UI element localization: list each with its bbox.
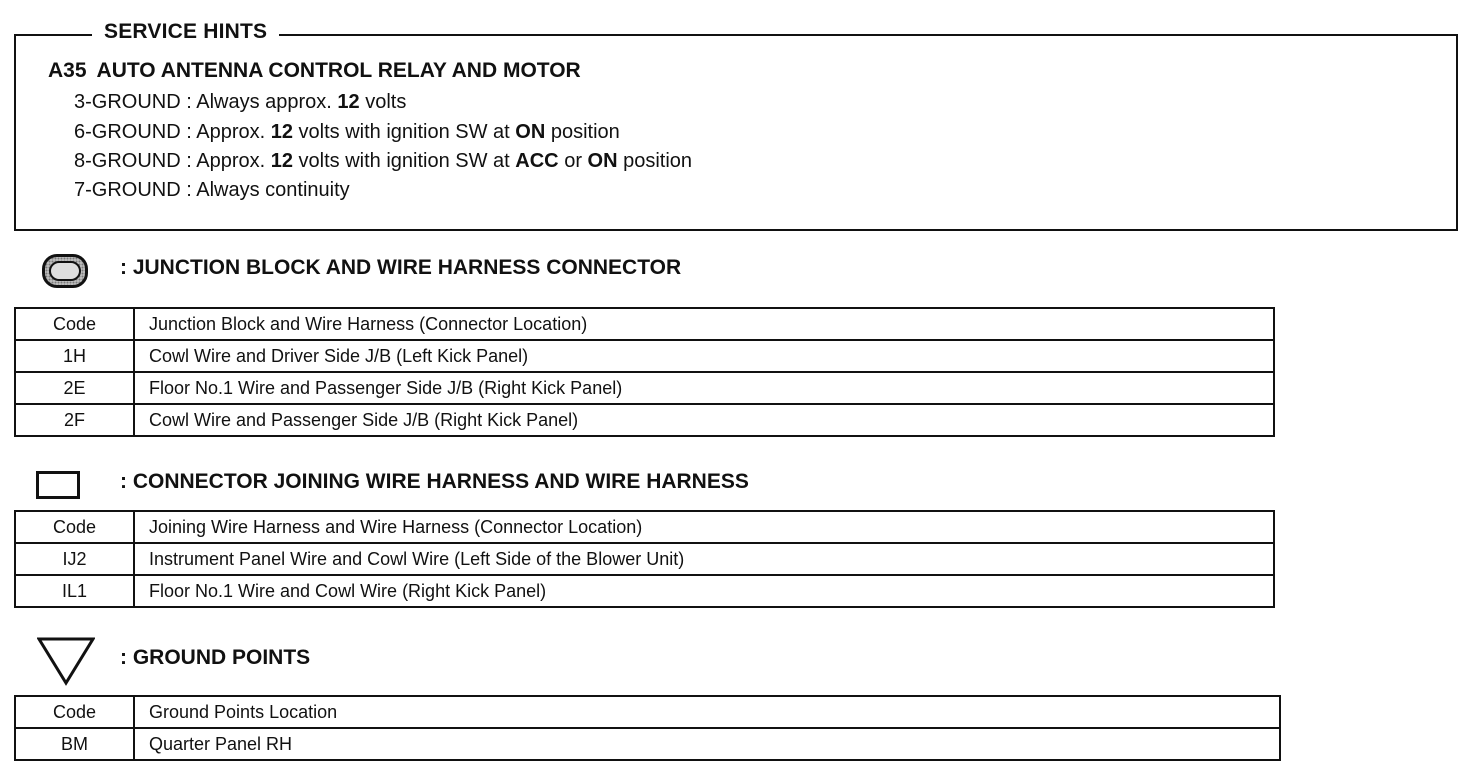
junction-table (14, 307, 1275, 437)
table-cell: IL1 (15, 575, 134, 607)
component-heading (48, 57, 581, 85)
table-cell: Junction Block and Wire Harness (Connector Location) (134, 308, 1274, 340)
table-row (15, 372, 1274, 404)
component-name: AUTO ANTENNA CONTROL RELAY AND MOTOR (96, 59, 581, 82)
table-cell: Code (15, 696, 134, 728)
table-cell: Ground Points Location (134, 696, 1280, 728)
table-row (15, 404, 1274, 436)
service-hints-title: SERVICE HINTS (92, 18, 279, 46)
junction-section-title: : JUNCTION BLOCK AND WIRE HARNESS CONNECTOR (120, 256, 682, 279)
table-row (15, 728, 1280, 760)
table-cell: 2F (15, 404, 134, 436)
table-cell: Floor No.1 Wire and Cowl Wire (Right Kick Panel) (134, 575, 1274, 607)
table-cell: Cowl Wire and Passenger Side J/B (Right Kick Panel) (134, 404, 1274, 436)
ground-section-title: : GROUND POINTS (120, 646, 311, 669)
table-cell: Code (15, 511, 134, 543)
hint-line: 3-GROUND : Always approx. 12 volts (74, 91, 407, 113)
table-row (15, 575, 1274, 607)
table-row (15, 543, 1274, 575)
table-cell: IJ2 (15, 543, 134, 575)
table-cell: Cowl Wire and Driver Side J/B (Left Kick Panel) (134, 340, 1274, 372)
table-cell: Quarter Panel RH (134, 728, 1280, 760)
connector-icon (36, 471, 80, 499)
table-cell: Code (15, 308, 134, 340)
component-code: A35 (48, 59, 87, 82)
table-cell: 2E (15, 372, 134, 404)
table-row (15, 340, 1274, 372)
hint-line: 6-GROUND : Approx. 12 volts with ignition SW at ON position (74, 121, 620, 143)
table-cell: Floor No.1 Wire and Passenger Side J/B (Right Kick Panel) (134, 372, 1274, 404)
ground-table (14, 695, 1281, 761)
table-cell: Joining Wire Harness and Wire Harness (Connector Location) (134, 511, 1274, 543)
table-cell: 1H (15, 340, 134, 372)
connector-section-title: : CONNECTOR JOINING WIRE HARNESS AND WIRE HARNESS (120, 470, 749, 493)
table-cell: Instrument Panel Wire and Cowl Wire (Left Side of the Blower Unit) (134, 543, 1274, 575)
table-header-row (15, 308, 1274, 340)
table-header-row (15, 511, 1274, 543)
junction-block-icon (42, 254, 88, 288)
ground-point-icon (37, 636, 95, 686)
connector-table (14, 510, 1275, 608)
hint-line: 7-GROUND : Always continuity (74, 179, 350, 201)
hint-line: 8-GROUND : Approx. 12 volts with ignition SW at ACC or ON position (74, 150, 693, 172)
table-cell: BM (15, 728, 134, 760)
table-header-row (15, 696, 1280, 728)
